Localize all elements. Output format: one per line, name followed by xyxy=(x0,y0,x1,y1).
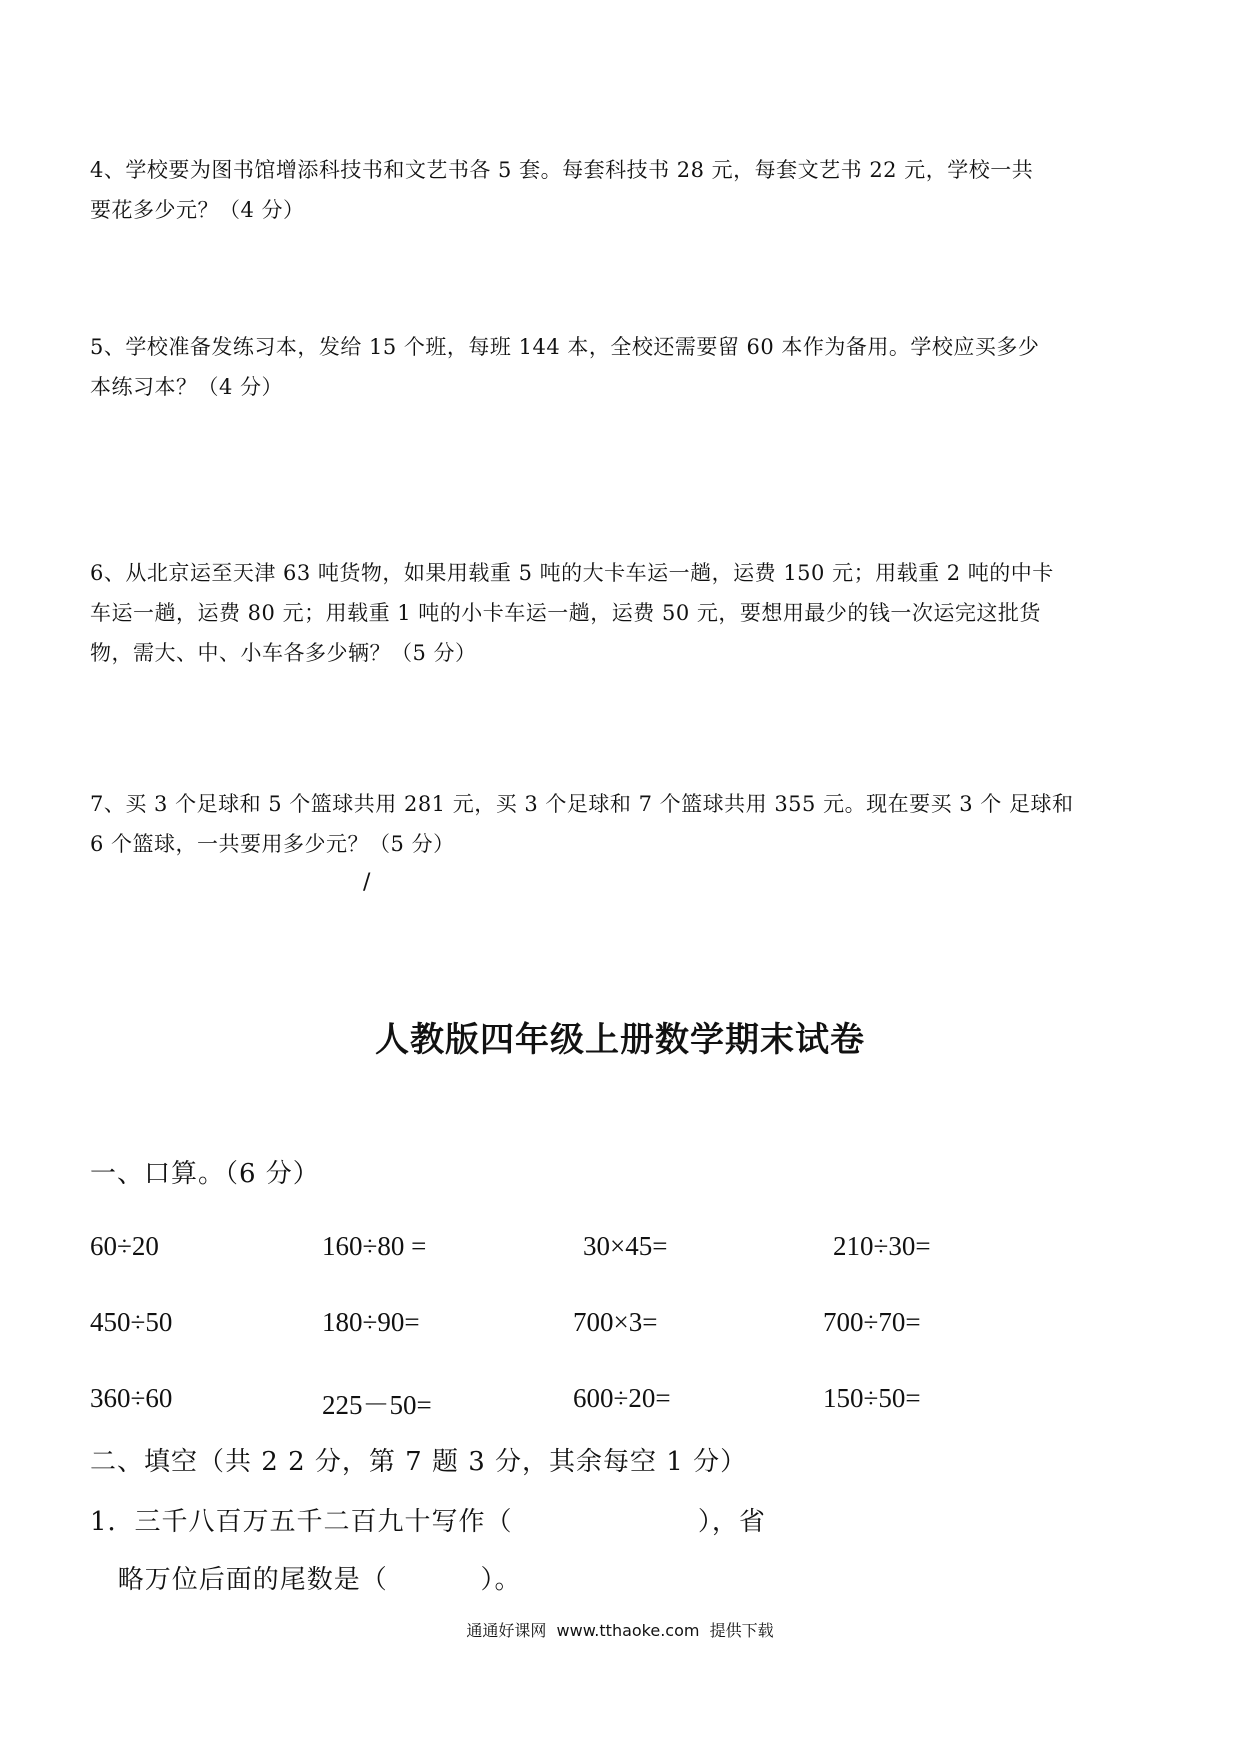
calc-item: 700×3= xyxy=(573,1307,658,1337)
problem-7-line-2: 6 个篮球，一共要用多少元？（5 分） xyxy=(90,832,455,856)
exam-title: 人教版四年级上册数学期末试卷 xyxy=(375,1020,865,1060)
fill-blank-question-1-line-1: 1．三千八百万五千二百九十写作（ ），省 xyxy=(90,1507,766,1537)
mental-math-row-2 xyxy=(0,1307,1240,1347)
calc-item: 30×45= xyxy=(583,1231,668,1261)
calc-item: 180÷90= xyxy=(322,1307,420,1337)
problem-4 xyxy=(90,150,1150,230)
problem-6-line-3: 物，需大、中、小车各多少辆？（5 分） xyxy=(90,641,477,665)
fill-blank-question-1-line-2: 略万位后面的尾数是（ ）。 xyxy=(90,1565,522,1595)
problem-6-line-1: 6、从北京运至天津 63 吨货物，如果用载重 5 吨的大卡车运一趟，运费 150 元；用载重 2 吨的中卡 xyxy=(90,561,1054,585)
mental-math-row-3 xyxy=(0,1383,1240,1423)
problem-7 xyxy=(90,784,1150,864)
problem-6-line-2: 车运一趟，运费 80 元；用载重 1 吨的小卡车运一趟，运费 50 元，要想用最少的钱一次运完这批货 xyxy=(90,601,1041,625)
calc-item: 600÷20= xyxy=(573,1383,671,1413)
problem-6 xyxy=(90,553,1150,673)
calc-item: 700÷70= xyxy=(823,1307,921,1337)
calc-item: 210÷30= xyxy=(833,1231,931,1261)
calc-item: 450÷50 xyxy=(90,1307,173,1337)
footer-source-credit: 通通好课网 www.tthaoke.com 提供下载 xyxy=(466,1621,774,1640)
calc-item: 160÷80 = xyxy=(322,1231,427,1261)
calc-item: 225－50= xyxy=(322,1390,432,1420)
section-1-heading: 一、口算。（6 分） xyxy=(90,1159,320,1189)
problem-5-line-1: 5、学校准备发练习本，发给 15 个班，每班 144 本，全校还需要留 60 本作为备用。学校应买多少 xyxy=(90,335,1040,359)
calc-item: 360÷60 xyxy=(90,1383,173,1413)
problem-7-line-1: 7、买 3 个足球和 5 个篮球共用 281 元，买 3 个足球和 7 个篮球共用 355 元。现在要买 3 个 足球和 xyxy=(90,792,1074,816)
section-2-heading: 二、填空（共 2 2 分，第 7 题 3 分，其余每空 1 分） xyxy=(90,1447,748,1477)
problem-5 xyxy=(90,327,1150,407)
problem-4-line-2: 要花多少元？（4 分） xyxy=(90,198,305,222)
problem-5-line-2: 本练习本？（4 分） xyxy=(90,375,284,399)
calc-item: 60÷20 xyxy=(90,1231,159,1261)
calc-item: 150÷50= xyxy=(823,1383,921,1413)
problem-4-line-1: 4、学校要为图书馆增添科技书和文艺书各 5 套。每套科技书 28 元，每套文艺书 22 元，学校一共 xyxy=(90,158,1034,182)
mental-math-row-1 xyxy=(0,1231,1240,1271)
stray-slash-mark: / xyxy=(363,870,371,895)
